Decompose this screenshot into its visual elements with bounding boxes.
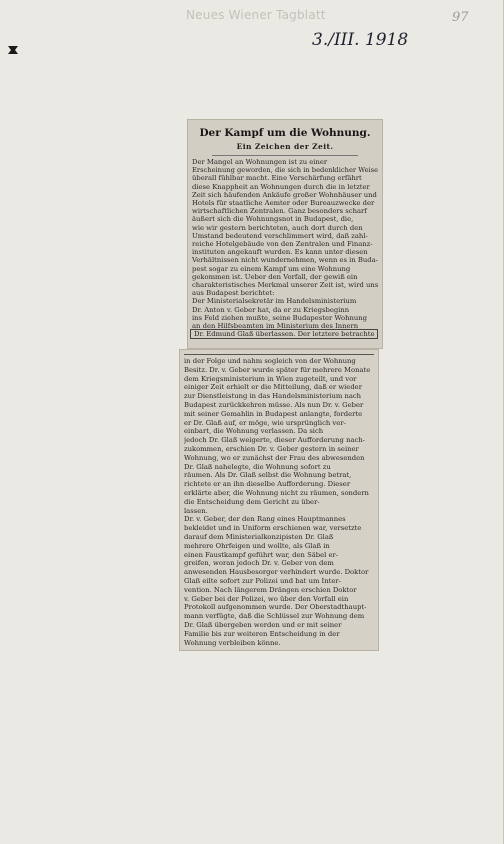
- article-text-line: er Dr. Glaß auf, er möge, wie ursprünglich ver-: [184, 418, 346, 427]
- article-text-line: überall fühlbar macht. Eine Verschärfung erfährt: [192, 174, 362, 183]
- article-text-line: Besitz. Dr. v. Geber wurde später für mehrere Monate: [184, 365, 371, 374]
- article-text-line: vention. Nach längerem Drängen erschien Doktor: [184, 585, 357, 594]
- article-text-line: pest sogar zu einem Kampf um eine Wohnung: [192, 264, 351, 273]
- article-text-line: Dr. Glaß nahelegte, die Wohnung sofort zu: [184, 462, 331, 471]
- article-text-line: räumen. Als Dr. Glaß selbst die Wohnung betrat,: [184, 471, 352, 480]
- article-text-line: Protokoll aufgenommen wurde. Der Oberstadthaupt-: [184, 603, 367, 612]
- article-text-line: Umstand bedeutend verschlimmert wird, daß zahl-: [192, 231, 368, 240]
- article-text-line: an den Hilfsbeamten im Ministerium des Innern: [192, 322, 359, 330]
- article-text-line: lassen.: [184, 506, 208, 515]
- article-text-line: in der Folge und nahm sogleich von der Wohnung: [184, 357, 356, 365]
- article-text-line: ins Feld ziehen mußte, seine Budapester Wohnung: [192, 313, 367, 322]
- article-text-line: Wohnung, wo er zunächst der Frau des abwesenden: [184, 453, 365, 462]
- article-text-line: Zeit sich häufenden Ankäufe großer Wohnhäuser und: [192, 190, 377, 199]
- article-text-line: Dr. Glaß übergeben werden und er mit seiner: [184, 621, 342, 629]
- article-text-line: Hotels für staatliche Aemter oder Bureauzwecke der: [192, 199, 375, 207]
- article-subheadline: Ein Zeichen der Zeit.: [236, 142, 334, 151]
- article-text-line: anwesenden Hausbesorger verhindert wurde. Doktor: [184, 568, 369, 577]
- article-text-line: dem Kriegsministerium in Wien zugeteilt, und vor: [184, 374, 357, 383]
- article-text-line: einiger Zeit erhielt er die Mitteilung, daß er wieder: [184, 383, 362, 392]
- article-text-line: mann verfügte, daß die Schlüssel zur Wohnung dem: [184, 612, 365, 621]
- article-text-line: darauf dem Ministerialkonzipisten Dr. Glaß: [184, 533, 334, 541]
- page-number: 97: [452, 10, 469, 25]
- article-text-line: Erscheinung geworden, die sich in bedenklicher Weise: [192, 166, 378, 175]
- article-text-line: diese Knappheit an Wohnungen durch die in letzter: [192, 182, 370, 191]
- newspaper-stamp: Neues Wiener Tagblatt: [186, 8, 326, 22]
- article-text-line: Dr. v. Geber, der den Rang eines Hauptmannes: [184, 515, 346, 524]
- article-text-line: die Entscheidung dem Gericht zu über-: [184, 497, 320, 506]
- headline-rule: [212, 155, 358, 156]
- article-text-line: Verhältnissen nicht wundernehmen, wenn es in Buda-: [192, 256, 378, 265]
- article-text-line: zur Dienstleistung in das Handelsministerium nach: [184, 392, 362, 401]
- article-text-line: Glaß eilte sofort zur Polizei und bat um Inter-: [184, 577, 341, 585]
- article-headline: Der Kampf um die Wohnung.: [199, 127, 371, 139]
- clipping-top-rule: [184, 354, 374, 355]
- article-text-line: erklärte aber, die Wohnung nicht zu räumen, sondern: [184, 489, 369, 497]
- article-text-line: einen Faustkampf geführt war, den Säbel er-: [184, 550, 339, 559]
- article-text-line: wie wir gestern berichteten, auch dort durch den: [192, 223, 363, 232]
- article-text-line: Der Mangel an Wohnungen ist zu einer: [192, 158, 328, 166]
- article-text-line: greifen, woran jedoch Dr. v. Geber von dem: [184, 559, 334, 568]
- article-text-line: Budapest zurückkehren müsse. Als nun Dr. v. Geber: [184, 401, 364, 409]
- article-text-line: aus Budapest berichtet:: [192, 289, 275, 298]
- article-text-line: zukommen, erschien Dr. v. Geber gestern in seiner: [184, 445, 359, 453]
- article-text-line: jedoch Dr. Glaß weigerte, dieser Aufforderung nach-: [184, 436, 365, 445]
- article-text-line: mit seiner Gemahlin in Budapest anlangte, forderte: [184, 409, 363, 418]
- article-text-line: Der Ministerialsekretär im Handelsministerium: [192, 297, 357, 306]
- article-text-line: Familie bis zur weiteren Entscheidung in der: [184, 629, 340, 638]
- article-text-line: richtete er an ihn dieselbe Aufforderung. Dieser: [184, 480, 351, 489]
- article-text-line: instituten angekauft wurden. Es kann unter diesen: [192, 248, 368, 257]
- clipping-part-1: [188, 120, 382, 348]
- article-text-line: einbart, die Wohnung verlassen. Da sich: [184, 427, 324, 436]
- article-text-line: Dr. Anton v. Geber hat, da er zu Kriegsbeginn: [192, 305, 350, 314]
- handwritten-date: 3./III. 1918: [312, 30, 409, 50]
- article-text-line: Wohnung verbleiben könne.: [184, 638, 281, 647]
- article-text-line: reiche Hotelgebäude von den Zentralen und Finanz-: [192, 240, 373, 248]
- article-text-line: bekleidet und in Uniform erschienen war, versetzte: [184, 524, 362, 533]
- article-text-line: gekommen ist. Ueber den Vorfall, der gewiß ein: [192, 272, 358, 281]
- article-text-line: äußert sich die Wohnungsnot in Budapest, die,: [192, 215, 354, 224]
- article-text-line: charakteristisches Merkmal unserer Zeit ist, wird uns: [192, 281, 378, 289]
- article-text-line: wirtschaftlichen Zentralen. Ganz besonders scharf: [192, 207, 367, 216]
- binder-clip-icon: [6, 43, 20, 57]
- boxed-line: Dr. Edmund Glaß überlassen. Der letztere betrachte: [190, 329, 378, 339]
- clipping-part-2: [180, 350, 378, 650]
- article-text-line: mehrere Ohrfeigen und wollte, als Glaß in: [184, 541, 330, 550]
- article-text-line: v. Geber bei der Polizei, wo über den Vorfall ein: [184, 594, 349, 603]
